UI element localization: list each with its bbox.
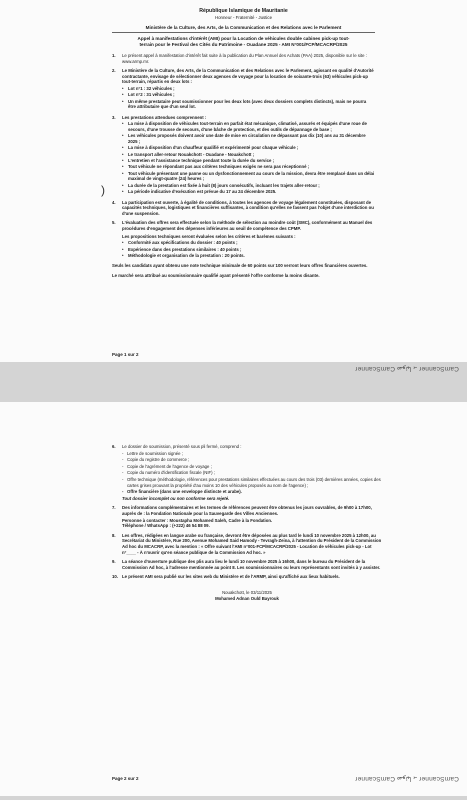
list-item: • Les véhicules proposés doivent avoir une date de mise en circulation ne dépassant pas dix (10) ans au 31 décembre 2025 ; xyxy=(128,133,375,144)
section-number: 6. xyxy=(112,444,116,449)
list-item: - Offre financière (dans une enveloppe distincte et arabe). xyxy=(127,489,382,495)
section-7 xyxy=(112,505,382,528)
section-4-text: La participation est ouverte, à égalité de conditions, à toutes les agences de voyage légalement constituées, disposant de capacités techniques, logistiques et financières suffisantes, à condition qu'elles ne fassent pas l'objet d'une interdiction ou d'une suspension. xyxy=(122,199,374,216)
section-number: 8. xyxy=(112,532,116,538)
page-2-body xyxy=(112,444,382,602)
list-item: - Lettre de soumission signée ; xyxy=(127,451,382,457)
section-2-text: Le Ministère de la Culture, des Arts, de la Communication et des Relations avec le Parlement, agissant en qualité d'Autorité contractante, envisage de sélectionner deux agences de voyage pour la location de soixante-trois (63) véhicules pick-up tout-terrain, répartis en deux lots : xyxy=(122,68,374,85)
minimum-score-note: Seuls les candidats ayant obtenu une note technique minimale de 60 points sur 100 verront leurs offres financières ouvertes. xyxy=(112,263,368,269)
section-number: 10. xyxy=(112,574,118,580)
signatory-name: Mohamed Adnan Ould Bayrouk xyxy=(215,595,279,601)
document-title xyxy=(112,36,375,48)
section-1 xyxy=(112,53,375,64)
section-3-intro: Les prestations attendues comprennent : xyxy=(122,114,207,120)
list-item: • Lot n°2 : 31 véhicules ; xyxy=(128,92,375,98)
section-6-intro: Le dossier de soumission, présenté sous pli fermé, comprend : xyxy=(122,444,242,449)
section-9 xyxy=(112,559,382,570)
section-number: 9. xyxy=(112,559,116,565)
list-item: - Copie du numéro d'identification fiscale (NIF) ; xyxy=(127,470,382,476)
scanner-watermark: CamScanner ضوئيا بـ CamScanner xyxy=(355,775,459,782)
page-1-body xyxy=(112,53,375,279)
section-number: 4. xyxy=(112,199,116,205)
section-3 xyxy=(112,115,375,196)
motto: Honneur - Fraternité - Justice xyxy=(214,15,273,20)
criteria-list xyxy=(122,240,375,258)
section-8 xyxy=(112,533,382,555)
section-10 xyxy=(112,574,382,580)
rejection-note: Tout dossier incomplet ou non conforme sera rejeté. xyxy=(122,495,230,501)
page-number: Page 2 sur 2 xyxy=(112,776,139,781)
list-item: - Copie du registre de commerce ; xyxy=(127,457,382,463)
section-6 xyxy=(112,444,382,501)
section-5 xyxy=(112,220,375,259)
list-item: - Copie de l'agrément de l'agence de voyage ; xyxy=(127,464,382,470)
list-item: • La mise à disposition d'un chauffeur qualifié et expérimenté pour chaque véhicule ; xyxy=(128,145,375,151)
section-7-text: Des informations complémentaires et les termes de références peuvent être obtenus les jours ouvrables, de 9h00 à 17h00, auprès de : la Fondation Nationale pour la Sauvegarde des Villes Anciennes. xyxy=(122,505,372,516)
scanner-watermark: CamScanner ضوئيا بـ CamScanner xyxy=(355,365,459,372)
section-10-text: Le présent AMI sera publié sur les sites web du Ministère et de l'ARMP, ainsi qu'affiché aux lieux habituels. xyxy=(122,574,340,580)
section-5-text: L'évaluation des offres sera effectuée selon la méthode de sélection au moindre coût (SMC), conformément au Manuel des procédures d'engagement des dépenses inférieures au seuil de compétence des CPMP. xyxy=(122,220,373,231)
place-date: Nouakchott, le 03/11/2025 xyxy=(222,589,272,595)
list-item: • Expérience dans des prestations similaires : 40 points ; xyxy=(128,247,375,253)
section-number: 2. xyxy=(112,68,116,74)
handwritten-mark: ) xyxy=(101,183,105,197)
list-item: • Lot n°1 : 32 véhicules ; xyxy=(128,86,375,92)
republic-header: République Islamique de Mauritanie xyxy=(199,8,288,14)
section-5-intro: Les propositions techniques seront évaluées selon les critères et barèmes suivants : xyxy=(122,233,296,239)
list-item: • Tout véhicule ne répondant pas aux critères techniques exigés ne sera pas réceptionné ; xyxy=(128,164,375,170)
list-item: • Conformité aux spécifications du dossier : 40 points ; xyxy=(128,240,375,246)
list-item: • La durée de la prestation est fixée à huit (8) jours consécutifs, incluant les trajets aller-retour ; xyxy=(128,183,375,189)
section-9-text: La séance d'ouverture publique des plis aura lieu le lundi 10 novembre 2025 à 16h00, dans le bureau du Président de la Commission Ad hoc, à l'adresse mentionnée au point 8. Les soumissionnaires ou leurs représentants sont invités à y assister. xyxy=(122,559,381,570)
document-page-2 xyxy=(0,402,467,796)
document-page-1 xyxy=(0,0,467,362)
contact-person: Personne à contacter : Moustapha Mohamed Saleh, Cadre à la Fondation. xyxy=(122,517,273,523)
services-list xyxy=(122,121,375,195)
section-8-text: Les offres, rédigées en langue arabe ou française, devront être déposées au plus tard le lundi 10 novembre 2025 à 12h00, au Secrétariat du Ministère, Rue 200, Avenue Mohamed Said Hamody - Tevragh-Zeina, à l'attention du Président de la Commission Ad hoc du MCACRP, avec la mention : « Offre suivant l'AMI n°001-FCP/MCACRP/2025 - Location de véhicules pick-up - Lot n°____ - À n'ouvrir qu'en séance publique de la Commission Ad hoc. » xyxy=(122,532,382,555)
section-1-text: Le présent appel à manifestation d'intérêt fait suite à la publication du Plan Annuel des Achats (PAA) 2025, disponible sur le site : www.armp.mr. xyxy=(122,53,367,64)
section-number: 7. xyxy=(112,505,116,511)
section-number: 5. xyxy=(112,220,116,226)
list-item: • Le transport aller-retour Nouakchott - Ouadane - Nouakchott ; xyxy=(128,152,375,158)
page-number: Page 1 sur 2 xyxy=(112,352,139,357)
lots-list xyxy=(122,86,375,110)
title-line-1: Appel à manifestations d'intérêt (AMI) pour la Location de véhicules double cabines pick-up tout- xyxy=(137,36,350,41)
list-item: • L'entretien et l'assistance technique pendant toute la durée du service ; xyxy=(128,158,375,164)
signature-block xyxy=(112,590,382,602)
submission-list xyxy=(122,451,382,495)
contact-phone: Téléphone / WhatsApp : (+222) 46 54 88 09. xyxy=(122,523,210,529)
section-number: 3. xyxy=(112,114,116,120)
list-item: - Offre technique (méthodologie, références pour prestations similaires effectuées au cours des trois (03) dernières années, copies des cartes grises prouvant la propriété d'au moins 10 des véhicules proposés au nom de l'agence) ; xyxy=(127,477,382,488)
section-number: 1. xyxy=(112,53,116,58)
section-4 xyxy=(112,200,375,217)
award-note: Le marché sera attribué au soumissionnaire qualifié ayant présenté l'offre conforme la moins disante. xyxy=(112,272,320,278)
section-2 xyxy=(112,68,375,111)
ministry-name: Ministère de la Culture, des Arts, de la Communication et des Relations avec le Parlement xyxy=(112,25,375,33)
list-item: • Méthodologie et organisation de la prestation : 20 points. xyxy=(128,253,375,259)
title-line-2: terrain pour le Festival des Cités du Patrimoine - Ouadane 2025 - AMI N°001/FCP/MCACRP/2025 xyxy=(139,42,348,47)
list-item: • Un même prestataire peut soumissionner pour les deux lots (avec deux dossiers complets distincts), mais ne pourra être attributaire que d'un seul lot. xyxy=(128,99,375,110)
list-item: • La période indicative d'exécution est prévue du 17 au 24 décembre 2025. xyxy=(128,189,375,195)
list-item: • Tout véhicule présentant une panne ou un dysfonctionnement au cours de la mission, devra être remplacé dans un délai maximal de vingt-quatre (24) heures ; xyxy=(128,171,375,182)
list-item: • La mise à disposition de véhicules tout-terrain en parfait état mécanique, climatisé, assurés et équipés d'une roue de secours, d'une trousse de secours, d'une bâche de protection, et des outils de dépannage de base ; xyxy=(128,121,375,132)
